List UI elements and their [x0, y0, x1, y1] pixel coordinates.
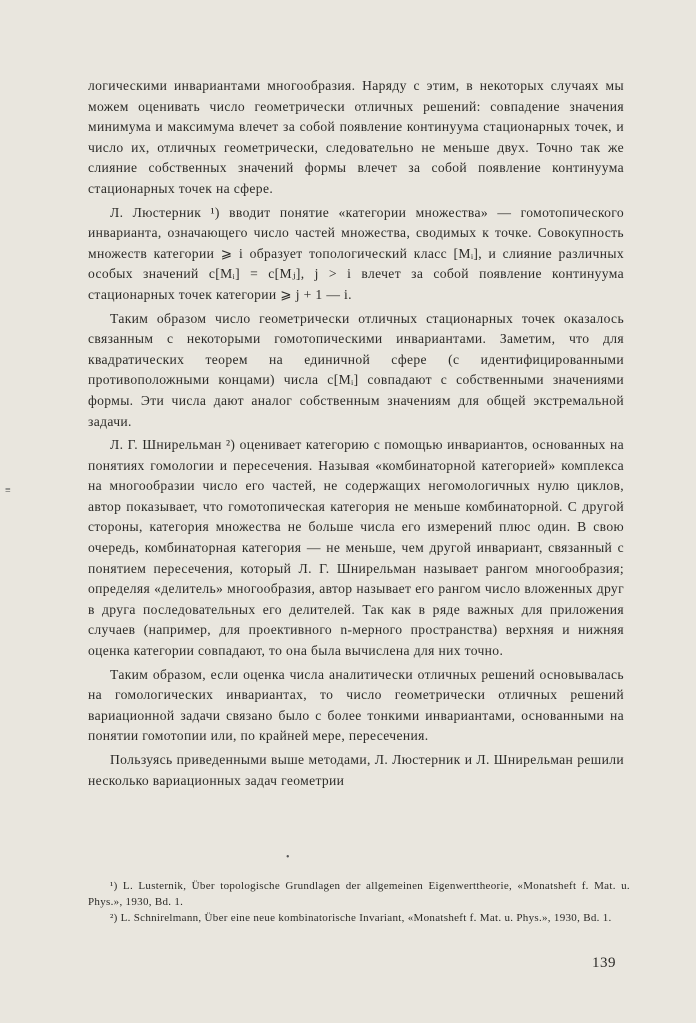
paragraph: логическими инвариантами многообразия. Наряду с этим, в некоторых случаях мы можем оценивать число геометрически отличных решений: совпадение значения минимума и максимума влечет за собой появление континуума стационарных точек, и число их, отличных геометрически, следовательно не меньше двух. Точно так же слияние собственных значений формы влечет за собой появление континуума стационарных точек на сфере.: [88, 78, 624, 196]
footnote: ¹) L. Lusternik, Über topologische Grundlagen der allgemeinen Eigenwerttheorie, «Monatsheft f. Mat. u. Phys.», 1930, Bd. 1.: [88, 880, 630, 908]
page-number: 139: [592, 955, 616, 971]
footnote: ²) L. Schnirelmann, Über eine neue kombinatorische Invariant, «Monatsheft f. Mat. u. Phys.», 1930, Bd. 1.: [110, 912, 612, 924]
footnotes: [88, 878, 630, 926]
paragraph: Таким образом, если оценка числа аналитически отличных решений основывалась на гомологических инвариантах, то число геометрически отличных решений вариационной задачи связано было с более тонкими инвариантами, основанными на понятии гомотопии или, по крайней мере, пересечения.: [88, 666, 624, 744]
paragraph: Л. Г. Шнирельман ²) оценивает категорию с помощью инвариантов, основанных на понятиях гомологии и пересечения. Называя «комбинаторной категорией» комплекса на многообразии число его частей, не содержащих негомологичных нулю циклов, автор показывает, что гомотопическая категория не меньше комбинаторной. С другой стороны, категория множества не больше числа его измерений плюс один. В свою очередь, комбинаторная категория — не меньше, чем другой инвариант, связанный с понятием пересечения, который Л. Г. Шнирельман называет рангом многообразия; определяя «делитель» многообразия, автор называет его рангом число вложенных друг в друга последовательных его делителей. Так как в ряде важных для приложения случаев (например, для проективного n-мерного пространства) верхняя и нижняя оценка категории совпадают, то она была вычислена для них точно.: [88, 437, 624, 659]
body-text: [88, 76, 624, 791]
paragraph: Л. Люстерник ¹) вводит понятие «категории множества» — гомотопического инварианта, означающего число частей множества, сводимых к точке. Совокупность множеств категории ⩾ i образует топологический класс [Mᵢ], и слияние различных особых значений c[Mᵢ] = c[Mⱼ], j > i влечет за собой появление континуума стационарных точек категории ⩾ j + 1 — i.: [88, 204, 624, 302]
margin-mark: ≡: [5, 485, 11, 496]
separator-bullet: •: [286, 852, 290, 863]
paragraph: Таким образом число геометрически отличных стационарных точек оказалось связанным с некоторыми гомотопическими инвариантами. Заметим, что для квадратических теорем на единичной сфере (с идентифицированными противоположными концами) числа c[Mᵢ] совпадают с собственными значениями формы. Эти числа дают аналог собственным значениям для общей экстремальной задачи.: [88, 310, 624, 429]
paragraph: Пользуясь приведенными выше методами, Л. Люстерник и Л. Шнирельман решили несколько вариационных задач геометрии: [88, 752, 624, 788]
